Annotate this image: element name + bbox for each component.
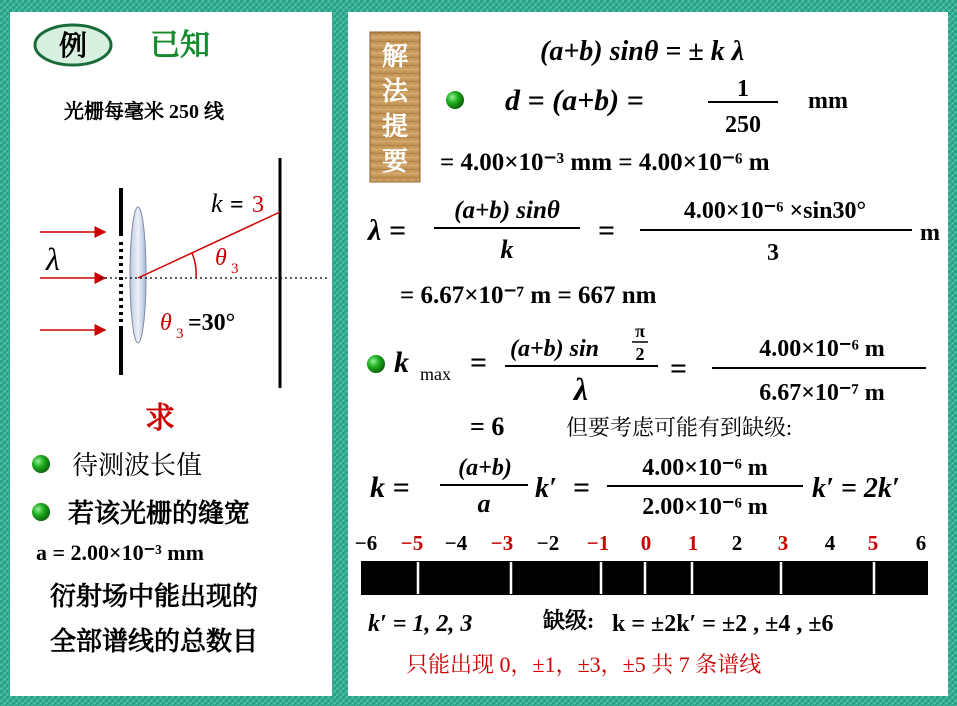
k-left: k =	[370, 471, 410, 504]
find-item-1-text: 待测波长值	[72, 451, 203, 480]
kmax-numerator: (a+b) sin	[510, 336, 600, 362]
method-label	[370, 32, 420, 182]
svg-text:=: =	[598, 214, 616, 247]
find-item-2-text: 若该光栅的缝宽	[68, 499, 251, 528]
d-numerator: 1	[737, 76, 749, 102]
question-line-2: 全部谱线的总数目	[50, 627, 259, 656]
example-badge	[35, 25, 111, 65]
example-badge-text: 例	[58, 31, 88, 62]
method-char-3: 提	[381, 112, 409, 141]
k-prime-values: k′ = 1, 2, 3	[368, 611, 473, 637]
conclusion: 只能出现 0，±1，±3，±5 共 7 条谱线	[406, 652, 762, 677]
lambda-label: λ	[46, 241, 60, 277]
kmax-pi: π	[635, 321, 645, 341]
theta-value: =30°	[188, 310, 236, 336]
order-number: 3	[777, 531, 789, 555]
k-result: k′ = 2k′	[812, 473, 900, 504]
lambda-denominator: k	[500, 235, 514, 264]
kmax-k: k	[394, 346, 409, 379]
svg-text:=: =	[670, 352, 688, 385]
kmax-two: 2	[635, 344, 645, 364]
order-number: 6	[915, 531, 927, 555]
kmax-denominator: λ	[573, 371, 589, 407]
k-prime: k′	[535, 473, 557, 504]
order-number: −6	[354, 531, 378, 555]
k-denominator: a	[477, 489, 491, 518]
missing-order-label: 缺级:	[543, 608, 595, 633]
theta-label-2: θ	[160, 310, 172, 336]
missing-order-note: 但要考虑可能有到缺级:	[566, 415, 793, 440]
bullet-dot-icon	[446, 91, 464, 109]
grating-description: 光栅每毫米 250 线	[64, 101, 224, 123]
kmax-result: = 6	[470, 412, 505, 441]
theta-label: θ	[215, 245, 227, 271]
bullet-dot-icon	[367, 355, 385, 373]
order-number: 1	[687, 531, 699, 555]
method-char-1: 解	[381, 42, 409, 71]
bullet-dot-icon	[32, 455, 50, 473]
method-char-2: 法	[381, 77, 409, 106]
theta-subscript-2: 3	[176, 326, 184, 342]
slit-width: a = 2.00×10⁻³ mm	[36, 540, 204, 565]
lambda-numerator-value: 4.00×10⁻⁶ ×sin30°	[683, 198, 867, 224]
k-label: k	[211, 189, 223, 218]
lambda-numerator: (a+b) sinθ	[454, 197, 560, 224]
lambda-result: = 6.67×10⁻⁷ m = 667 nm	[400, 282, 657, 309]
kmax-subscript: max	[420, 364, 451, 384]
order-number: 4	[824, 531, 836, 555]
find-title: 求	[145, 402, 175, 435]
k-equals: =	[230, 192, 244, 218]
svg-text:=: =	[470, 346, 488, 379]
svg-text:=: =	[573, 471, 591, 504]
order-number: 2	[731, 531, 743, 555]
grating-equation: (a+b) sinθ = ± k λ	[540, 36, 745, 67]
order-number: 5	[867, 531, 879, 555]
d-unit: mm	[808, 88, 848, 114]
known-title: 已知	[150, 29, 210, 62]
k-value: 3	[252, 192, 264, 218]
lambda-unit: m	[920, 220, 940, 246]
order-number: −3	[490, 531, 514, 555]
lambda-denominator-value: 3	[767, 240, 779, 266]
d-denominator: 250	[725, 112, 761, 138]
order-number: 0	[640, 531, 652, 555]
d-equation-left: d = (a+b) =	[505, 84, 644, 117]
order-number: −4	[444, 531, 468, 555]
kmax-numerator-value: 4.00×10⁻⁶ m	[759, 336, 885, 362]
k-denominator-value: 2.00×10⁻⁶ m	[642, 494, 768, 520]
spectrum-bar	[361, 561, 928, 595]
kmax-denominator-value: 6.67×10⁻⁷ m	[759, 380, 885, 406]
bullet-dot-icon	[32, 503, 50, 521]
order-number: −5	[400, 531, 424, 555]
lambda-left: λ =	[368, 214, 406, 247]
missing-order-equation: k = ±2k′ = ±2 , ±4 , ±6	[612, 611, 834, 637]
order-number: −1	[586, 531, 610, 555]
question-line-1: 衍射场中能出现的	[50, 582, 259, 611]
d-result: = 4.00×10⁻³ mm = 4.00×10⁻⁶ m	[440, 149, 770, 176]
k-numerator-value: 4.00×10⁻⁶ m	[642, 455, 768, 481]
method-char-4: 要	[381, 147, 409, 176]
k-numerator: (a+b)	[458, 455, 512, 481]
order-number: −2	[536, 531, 560, 555]
theta-subscript: 3	[231, 261, 239, 277]
